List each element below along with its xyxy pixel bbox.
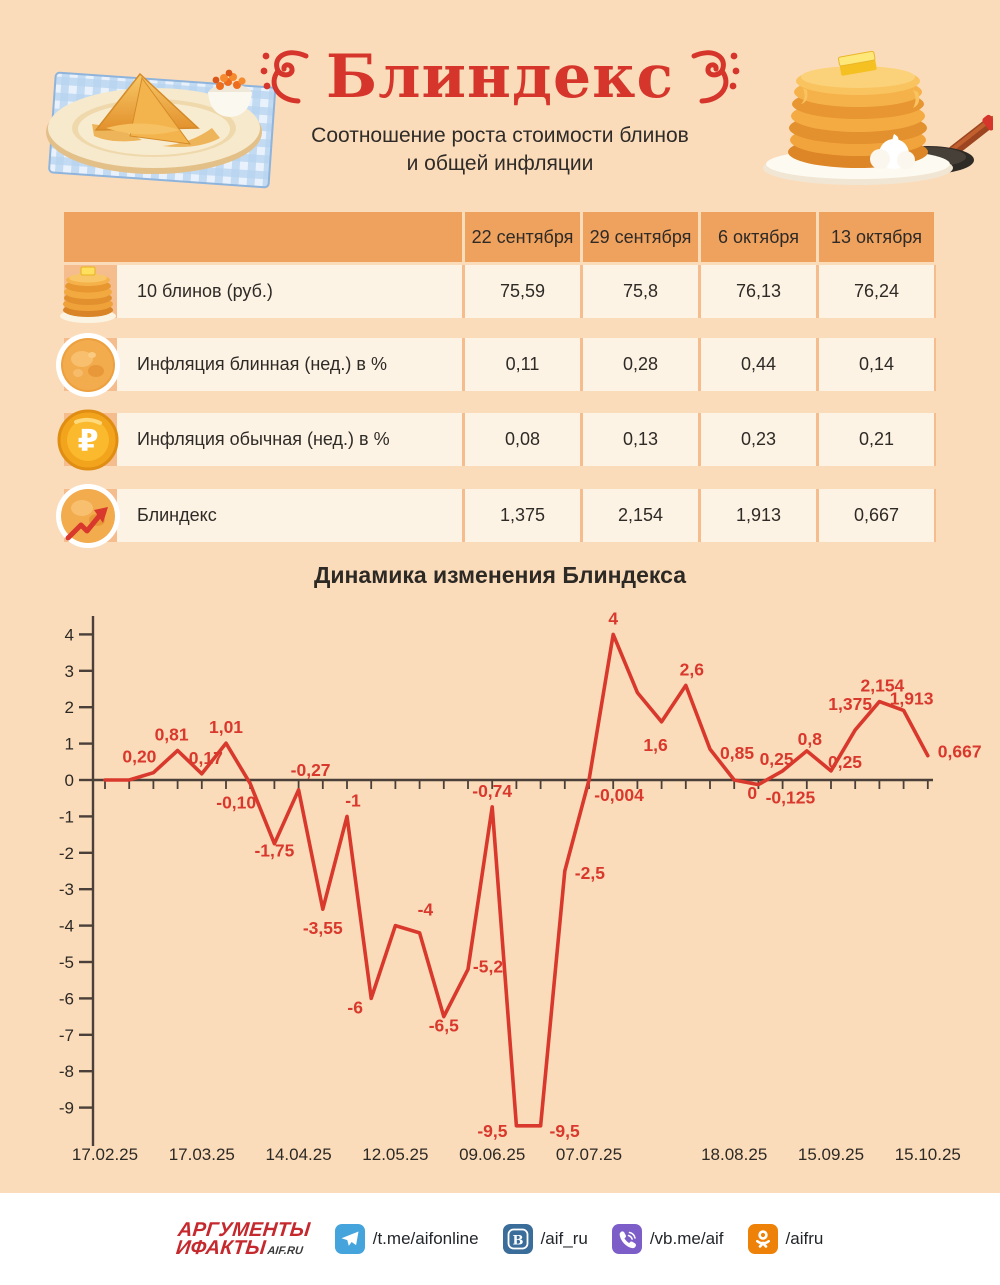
footer <box>0 1193 1000 1285</box>
column-header-4: 13 октября <box>819 212 934 262</box>
point-label: -1,75 <box>254 840 295 861</box>
point-label: 0,17 <box>188 747 223 768</box>
table-row <box>64 489 936 542</box>
aif-logo-line1: АРГУМЕНТЫ <box>176 1218 311 1241</box>
point-label: -5,2 <box>472 956 504 977</box>
point-label: 0,20 <box>122 746 157 767</box>
row-label: 10 блинов (руб.) <box>117 265 462 318</box>
y-tick-label: -4 <box>58 916 74 936</box>
viber-icon <box>612 1224 642 1254</box>
value-cell: 0,13 <box>583 413 698 466</box>
table-header-row <box>64 212 936 262</box>
point-label: -0,10 <box>216 792 257 813</box>
y-tick-label: -6 <box>58 989 74 1009</box>
point-label: 0,85 <box>720 743 755 764</box>
social-link-aif_ru[interactable] <box>503 1224 588 1254</box>
telegram-icon <box>335 1224 365 1254</box>
chart-title: Динамика изменения Блиндекса <box>313 562 687 588</box>
x-date-label: 14.04.25 <box>265 1145 332 1164</box>
y-tick-label: 2 <box>64 698 74 718</box>
point-label: -9,5 <box>477 1120 508 1141</box>
x-date-label: 17.03.25 <box>168 1145 235 1164</box>
y-tick-label: -8 <box>58 1062 74 1082</box>
x-date-label: 18.08.25 <box>701 1145 768 1164</box>
point-label: -3,55 <box>302 918 343 939</box>
value-cell: 0,08 <box>465 413 580 466</box>
social-link-tmeaifonline[interactable] <box>335 1224 479 1254</box>
y-tick-label: 1 <box>64 734 74 754</box>
value-cell: 75,8 <box>583 265 698 318</box>
value-cell: 0,28 <box>583 338 698 391</box>
point-label: 2,154 <box>860 675 905 696</box>
aif-ru-label: AIF.RU <box>266 1245 304 1257</box>
point-label: -6,5 <box>428 1015 459 1036</box>
x-date-label: 17.02.25 <box>71 1145 139 1164</box>
point-label: 1,01 <box>208 717 244 738</box>
point-label: -0,004 <box>594 785 644 806</box>
x-date-label: 07.07.25 <box>555 1145 623 1164</box>
point-label: -2,5 <box>574 863 605 883</box>
point-label: -9,5 <box>549 1120 580 1141</box>
value-cell: 0,23 <box>701 413 816 466</box>
value-cell: 76,13 <box>701 265 816 318</box>
point-label: -0,74 <box>472 780 513 801</box>
svg-text:B: B <box>512 1233 524 1249</box>
blindex-table <box>64 212 936 542</box>
x-date-label: 12.05.25 <box>362 1145 429 1164</box>
point-label: -6 <box>347 997 363 1018</box>
point-label: 0,81 <box>154 724 189 745</box>
y-tick-label: -5 <box>58 953 74 972</box>
point-label: 0,25 <box>759 748 794 769</box>
svg-text:₽: ₽ <box>77 423 99 459</box>
table-row <box>64 338 936 391</box>
column-header-1: 22 сентября <box>465 212 580 262</box>
point-label: 0,25 <box>827 751 863 772</box>
aif-logo <box>174 1218 311 1259</box>
social-handle: /aif_ru <box>540 1229 588 1248</box>
value-cell: 1,375 <box>465 489 580 542</box>
page-title: Блиндекс <box>325 42 675 112</box>
point-label: -0,125 <box>765 787 816 808</box>
point-label: -0,27 <box>290 759 331 780</box>
row-label: Инфляция блинная (нед.) в % <box>117 338 462 391</box>
y-tick-label: 3 <box>64 661 74 681</box>
value-cell: 2,154 <box>583 489 698 542</box>
value-cell: 0,11 <box>465 338 580 391</box>
pancake-icon <box>54 331 122 399</box>
header <box>250 44 750 110</box>
point-label: 0 <box>747 783 758 803</box>
left-flourish-icon <box>260 44 312 110</box>
social-handle: /aifru <box>785 1229 824 1248</box>
column-header-3: 6 октября <box>701 212 816 262</box>
point-label: 4 <box>608 608 619 629</box>
vk-icon <box>503 1224 533 1254</box>
right-flourish-icon <box>688 44 740 110</box>
value-cell: 0,14 <box>819 338 934 391</box>
ok-icon <box>748 1224 778 1254</box>
blindex-chart <box>0 598 1000 1198</box>
y-tick-label: -1 <box>58 807 74 827</box>
value-cell: 75,59 <box>465 265 580 318</box>
pancake-stack-icon <box>54 258 122 326</box>
value-cell: 0,667 <box>819 489 934 542</box>
y-tick-label: 4 <box>64 625 74 645</box>
y-tick-label: -7 <box>58 1025 74 1045</box>
aif-logo-line2: ИФАКТЫAIF.RU <box>174 1237 304 1259</box>
table-row <box>64 265 936 318</box>
value-cell: 0,21 <box>819 413 934 466</box>
row-label: Инфляция обычная (нед.) в % <box>117 413 462 466</box>
value-cell: 76,24 <box>819 265 934 318</box>
value-cell: 1,913 <box>701 489 816 542</box>
x-date-label: 15.09.25 <box>797 1145 865 1164</box>
y-tick-label: -2 <box>58 843 74 863</box>
point-label: 0,8 <box>797 728 822 749</box>
subtitle-line-2: и общей инфляции <box>406 152 594 175</box>
social-handle: /vb.me/aif <box>649 1229 724 1248</box>
y-tick-label: 0 <box>64 771 74 790</box>
social-link-aifru[interactable] <box>748 1224 824 1254</box>
value-cell: 0,44 <box>701 338 816 391</box>
point-label: 1,913 <box>889 688 934 709</box>
point-label: 0,667 <box>937 741 982 762</box>
blindex-line <box>105 634 928 1125</box>
social-link-vbmeaif[interactable] <box>612 1224 724 1254</box>
x-date-label: 15.10.25 <box>894 1145 961 1164</box>
pancake-stack-illustration <box>758 28 993 188</box>
ruble-coin-icon <box>54 406 122 474</box>
social-handle: /t.me/aifonline <box>372 1229 479 1248</box>
column-header-2: 29 сентября <box>583 212 698 262</box>
table-corner-cell <box>64 212 462 262</box>
subtitle-line-1: Соотношение роста стоимости блинов <box>311 124 689 147</box>
y-tick-label: -3 <box>58 880 74 900</box>
point-label: 2,6 <box>679 659 704 680</box>
point-label: -4 <box>417 899 434 920</box>
point-label: -1 <box>345 790 361 811</box>
blindex-trend-icon <box>54 482 122 550</box>
point-label: 1,375 <box>828 693 873 714</box>
page-subtitle <box>230 122 770 178</box>
table-row <box>64 413 936 466</box>
x-date-label: 09.06.25 <box>459 1145 526 1164</box>
y-tick-label: -9 <box>58 1098 74 1118</box>
row-label: Блиндекс <box>117 489 462 542</box>
point-label: 1,6 <box>643 734 668 755</box>
